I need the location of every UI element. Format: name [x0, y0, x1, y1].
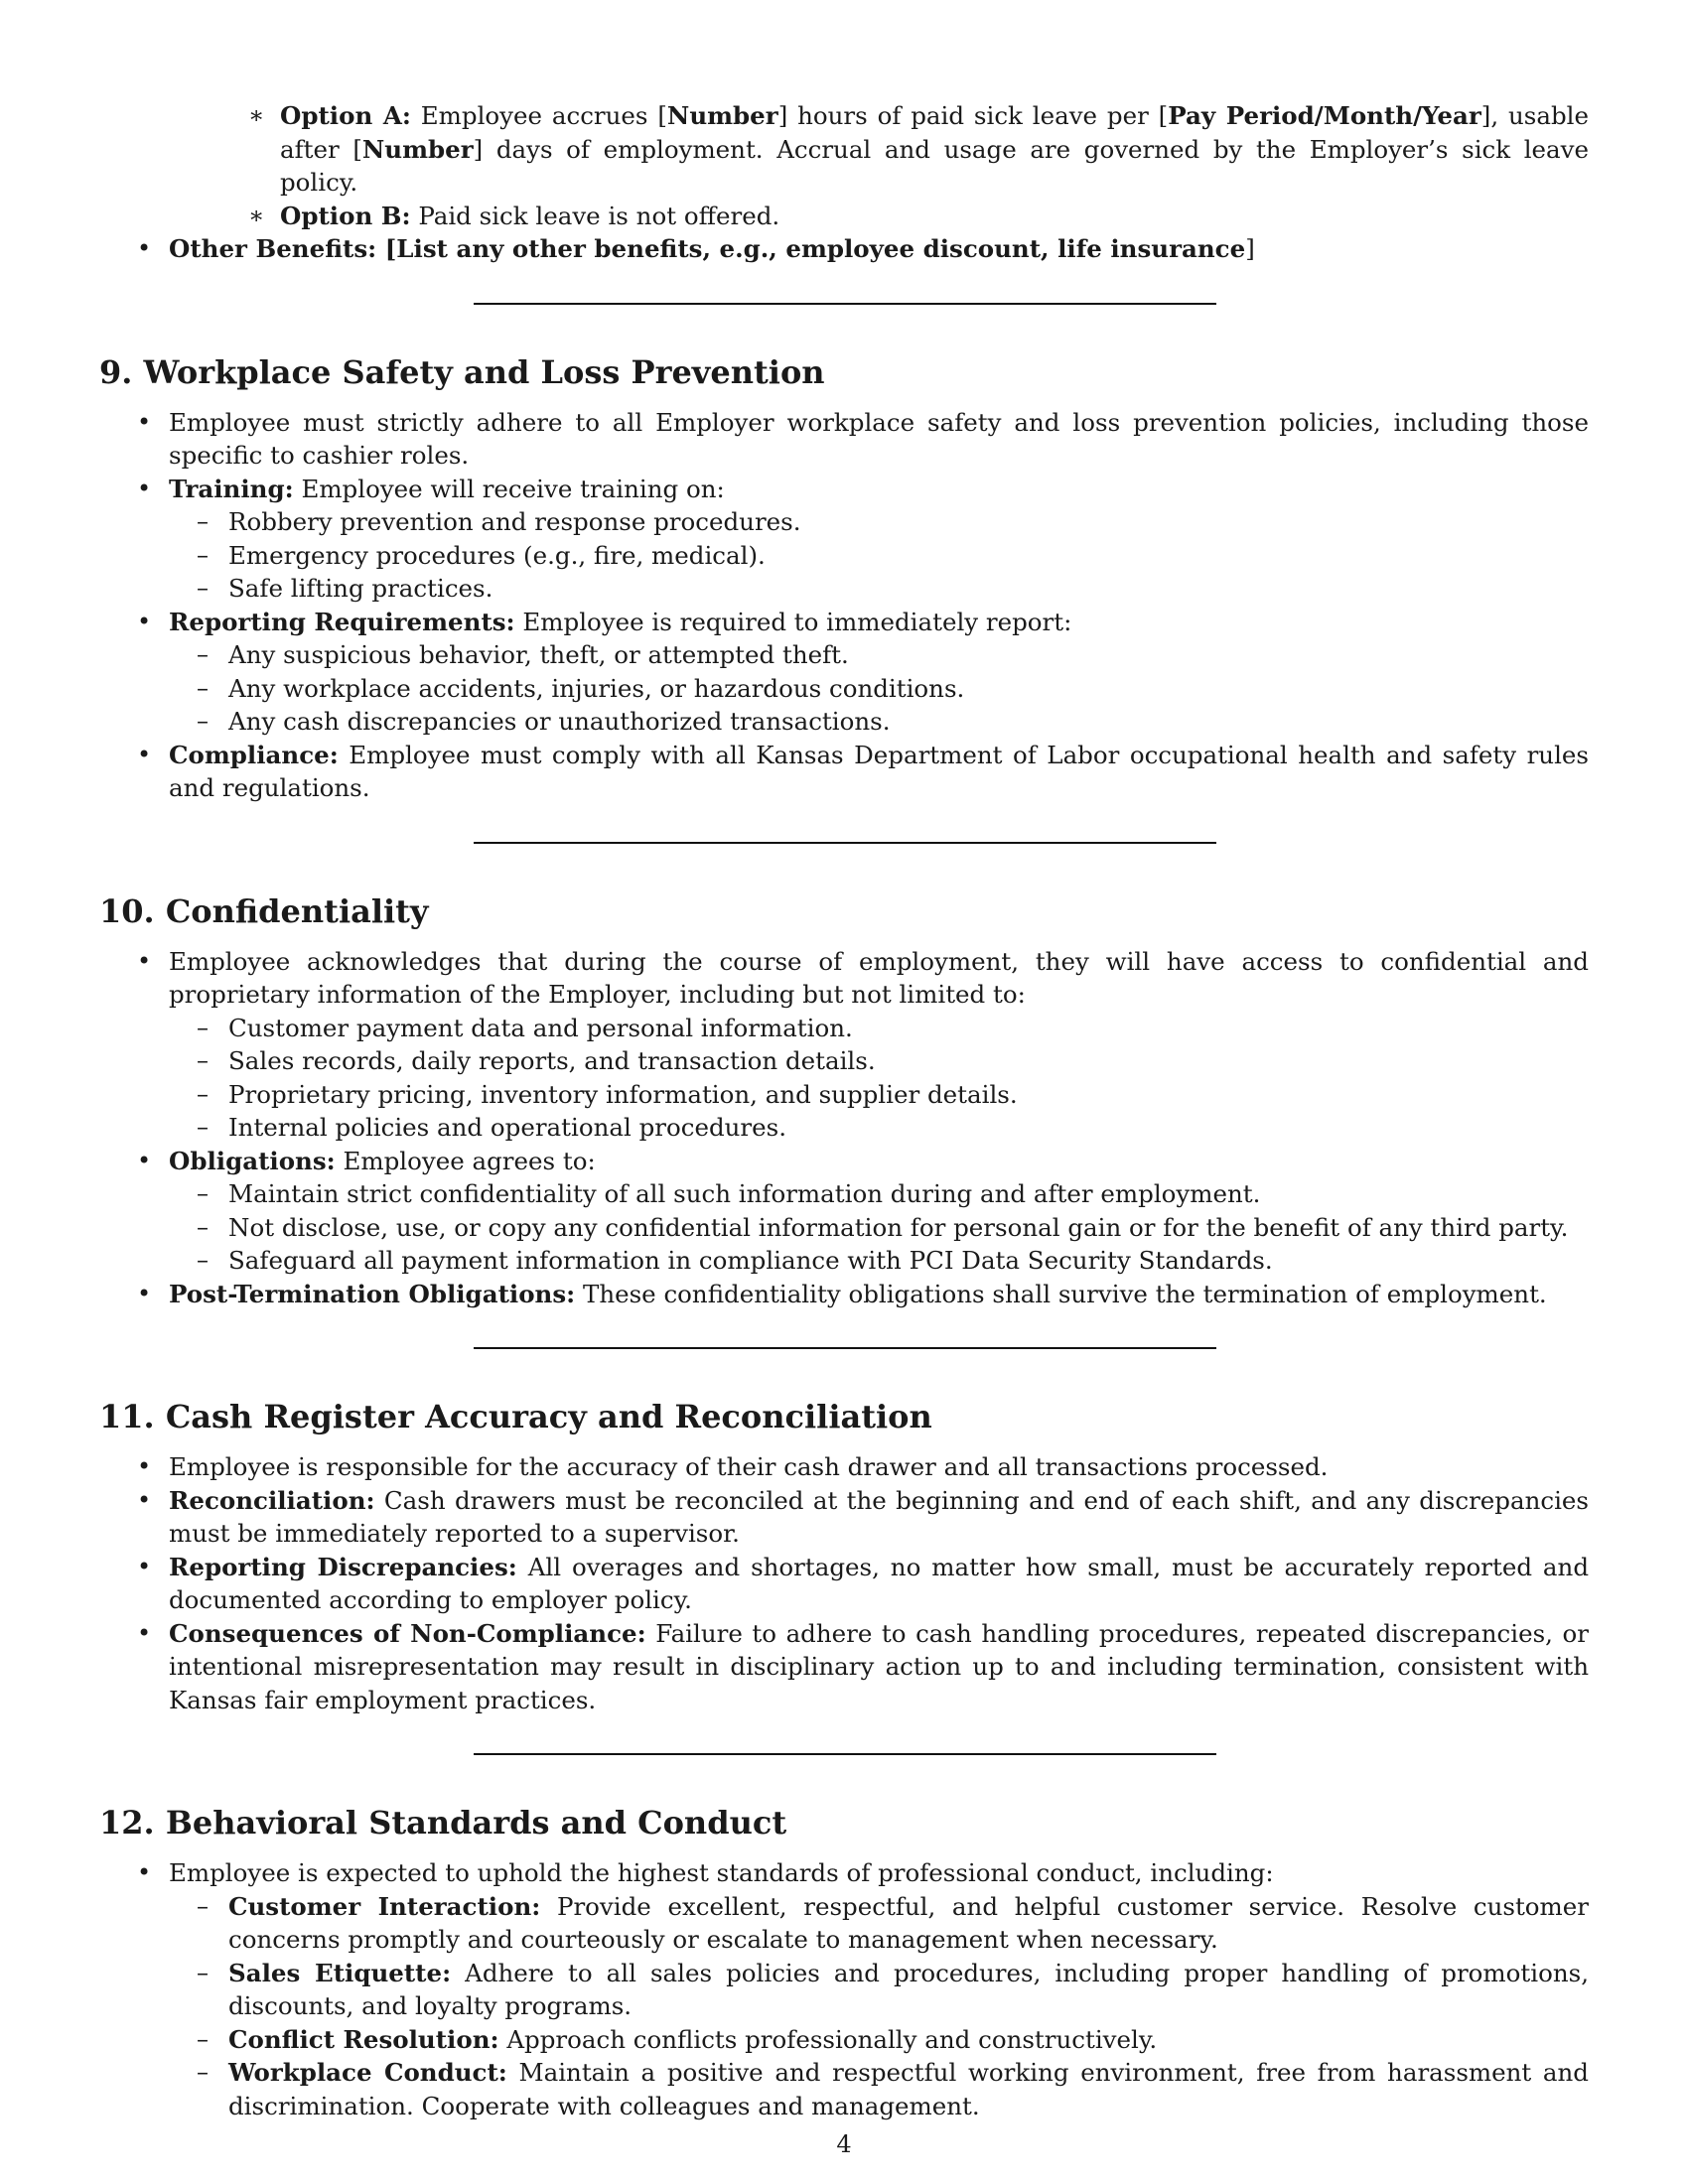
sub-item-text: Safe lifting practices.	[228, 574, 493, 603]
obligations-text: Employee agrees to:	[335, 1146, 596, 1175]
sub-list-item	[99, 1111, 1589, 1145]
sub-item-text: Customer payment data and personal information.	[228, 1013, 853, 1042]
list-item-post-termination	[99, 1278, 1589, 1311]
dash-bullet: –	[197, 1246, 209, 1274]
list-item-consequences	[99, 1617, 1589, 1717]
section-10-intro: Employee acknowledges that during the course of employment, they will have access to confidential and proprietary information of the Employer, including but not limited to:	[169, 946, 1589, 1009]
dash-bullet: –	[197, 1046, 209, 1074]
bullet: •	[137, 607, 152, 635]
sub-item-text: Sales records, daily reports, and transaction details.	[228, 1046, 876, 1075]
dash-bullet: –	[197, 540, 209, 569]
training-label: Training:	[169, 474, 294, 503]
sub-item-text: Any workplace accidents, injuries, or hazardous conditions.	[228, 673, 965, 703]
other-benefits-label: Other Benefits:	[169, 234, 377, 263]
sub-list-item-sales-etiquette	[99, 1957, 1589, 2023]
horizontal-rule	[474, 303, 1216, 305]
post-termination-text: These confidentiality obligations shall survive the termination of employment.	[575, 1279, 1547, 1308]
item-text: Approach conflicts professionally and constructively.	[498, 2024, 1158, 2054]
dash-bullet: –	[197, 707, 209, 735]
bullet: •	[137, 1279, 152, 1307]
sub-list-item	[99, 1244, 1589, 1278]
option-a-text-1: Employee accrues [	[410, 101, 667, 130]
discrepancies-label: Reporting Discrepancies:	[169, 1552, 517, 1581]
list-item-option-b	[99, 200, 1589, 233]
option-a-text-4: ] days of employment. Accrual and usage are governed by the Employer’s sick leave policy.	[280, 134, 1589, 197]
section-11-intro: Employee is responsible for the accuracy of their cash drawer and all transactions processed.	[169, 1452, 1329, 1481]
sub-list-item	[99, 572, 1589, 606]
star-bullet: ∗	[248, 201, 265, 229]
list-item-reporting	[99, 606, 1589, 639]
horizontal-rule	[474, 842, 1216, 844]
bullet: •	[137, 407, 152, 436]
training-text: Employee will receive training on:	[293, 474, 725, 503]
option-a-text-3: ], usable after [	[280, 101, 1589, 164]
item-label: Workplace Conduct:	[228, 2058, 507, 2087]
reconciliation-text: Cash drawers must be reconciled at the beginning and end of each shift, and any discrepancies must be immediately reported to a supervisor.	[169, 1485, 1589, 1548]
item-label: Conflict Resolution:	[228, 2024, 499, 2054]
other-benefits-text: [List any other benefits, e.g., employee discount, life insurance	[376, 234, 1246, 263]
section-12-heading: 12. Behavioral Standards and Conduct	[99, 1804, 787, 1842]
bullet: •	[137, 474, 152, 502]
sub-item-text: Proprietary pricing, inventory information, and supplier details.	[228, 1079, 1018, 1109]
option-a-bold-2: Pay Period/Month/Year	[1168, 101, 1481, 130]
bullet: •	[137, 1618, 152, 1647]
sub-list-item	[99, 638, 1589, 672]
sub-item-text: Internal policies and operational procedures.	[228, 1113, 786, 1142]
sub-item-text: Emergency procedures (e.g., fire, medical).	[228, 540, 766, 570]
list-item	[99, 406, 1589, 473]
consequences-text: Failure to adhere to cash handling procedures, repeated discrepancies, or intentional misrepresentation may result in disciplinary action up to and including termination, consistent with Kansas fair employment practices.	[169, 1618, 1589, 1714]
sub-list-item	[99, 1044, 1589, 1078]
option-a-bold-1: Number	[666, 101, 778, 130]
item-label: Sales Etiquette:	[228, 1958, 452, 1987]
sub-item-text: Any cash discrepancies or unauthorized transactions.	[228, 707, 891, 736]
horizontal-rule	[474, 1347, 1216, 1349]
dash-bullet: –	[197, 1212, 209, 1241]
sub-item-text: Any suspicious behavior, theft, or attempted theft.	[228, 640, 849, 669]
dash-bullet: –	[197, 1113, 209, 1141]
section-9-heading: 9. Workplace Safety and Loss Prevention	[99, 352, 825, 391]
sub-list-item	[99, 1211, 1589, 1245]
list-item	[99, 945, 1589, 1012]
dash-bullet: –	[197, 1958, 209, 1986]
dash-bullet: –	[197, 1179, 209, 1207]
post-termination-label: Post-Termination Obligations:	[169, 1279, 576, 1308]
reporting-label: Reporting Requirements:	[169, 607, 515, 636]
dash-bullet: –	[197, 574, 209, 602]
sub-list-item-conflict-resolution	[99, 2023, 1589, 2057]
sub-list-item	[99, 1078, 1589, 1112]
dash-bullet: –	[197, 507, 209, 535]
option-a-label: Option A:	[280, 101, 411, 130]
dash-bullet: –	[197, 2024, 209, 2053]
sub-list-item-workplace-conduct	[99, 2056, 1589, 2122]
dash-bullet: –	[197, 673, 209, 702]
sub-item-text: Safeguard all payment information in compliance with PCI Data Security Standards.	[228, 1246, 1273, 1275]
list-item-discrepancies	[99, 1551, 1589, 1617]
page-number: 4	[836, 2130, 852, 2158]
horizontal-rule	[474, 1753, 1216, 1755]
option-b-label: Option B:	[280, 201, 411, 230]
reconciliation-label: Reconciliation:	[169, 1485, 375, 1515]
bullet: •	[137, 1146, 152, 1174]
list-item	[99, 1450, 1589, 1484]
sub-list-item	[99, 1177, 1589, 1211]
bullet: •	[137, 1552, 152, 1580]
reporting-text: Employee is required to immediately report:	[514, 607, 1072, 636]
list-item-obligations	[99, 1145, 1589, 1178]
item-text: Provide excellent, respectful, and helpful customer service. Resolve customer concerns promptly and courteously or escalate to management when necessary.	[228, 1891, 1589, 1954]
item-text: Maintain a positive and respectful working environment, free from harassment and discrimination. Cooperate with colleagues and management.	[228, 2058, 1589, 2120]
bullet: •	[137, 234, 152, 262]
page-content	[99, 99, 1589, 2122]
section-9-intro: Employee must strictly adhere to all Employer workplace safety and loss prevention policies, including those specific to cashier roles.	[169, 407, 1589, 470]
bullet: •	[137, 1858, 152, 1886]
sub-list-item	[99, 705, 1589, 739]
dash-bullet: –	[197, 2058, 209, 2086]
list-item	[99, 1856, 1589, 1890]
sub-list-item	[99, 1012, 1589, 1045]
list-item-reconciliation	[99, 1484, 1589, 1551]
sub-item-text: Robbery prevention and response procedures.	[228, 507, 801, 536]
sub-list-item-customer-interaction	[99, 1890, 1589, 1957]
section-11-heading: 11. Cash Register Accuracy and Reconciliation	[99, 1398, 932, 1435]
list-item-training	[99, 473, 1589, 506]
item-label: Customer Interaction:	[228, 1891, 541, 1921]
list-item-compliance	[99, 739, 1589, 805]
dash-bullet: –	[197, 640, 209, 668]
list-item-other-benefits	[99, 232, 1589, 266]
sub-list-item	[99, 505, 1589, 539]
bullet: •	[137, 946, 152, 975]
option-b-text: Paid sick leave is not offered.	[410, 201, 780, 230]
sub-item-text: Maintain strict confidentiality of all such information during and after employment.	[228, 1179, 1261, 1208]
dash-bullet: –	[197, 1079, 209, 1108]
star-bullet: ∗	[248, 101, 265, 129]
obligations-label: Obligations:	[169, 1146, 336, 1175]
list-item-option-a	[99, 99, 1589, 200]
bullet: •	[137, 1452, 152, 1480]
other-benefits-close: ]	[1245, 234, 1255, 263]
dash-bullet: –	[197, 1891, 209, 1920]
bullet: •	[137, 740, 152, 768]
option-a-bold-3: Number	[361, 134, 474, 164]
consequences-label: Consequences of Non-Compliance:	[169, 1618, 646, 1648]
section-12-intro: Employee is expected to uphold the highest standards of professional conduct, including:	[169, 1858, 1274, 1887]
sub-list-item	[99, 539, 1589, 573]
compliance-label: Compliance:	[169, 740, 339, 769]
option-a-text-2: ] hours of paid sick leave per [	[777, 101, 1169, 130]
dash-bullet: –	[197, 1013, 209, 1041]
item-text: Adhere to all sales policies and procedures, including proper handling of promotions, discounts, and loyalty programs.	[228, 1958, 1589, 2020]
bullet: •	[137, 1485, 152, 1514]
compliance-text: Employee must comply with all Kansas Department of Labor occupational health and safety rules and regulations.	[169, 740, 1589, 802]
discrepancies-text: All overages and shortages, no matter how small, must be accurately reported and documented according to employer policy.	[169, 1552, 1590, 1614]
section-10-heading: 10. Confidentiality	[99, 891, 429, 930]
sub-item-text: Not disclose, use, or copy any confidential information for personal gain or for the benefit of any third party.	[228, 1212, 1569, 1242]
sub-list-item	[99, 672, 1589, 706]
